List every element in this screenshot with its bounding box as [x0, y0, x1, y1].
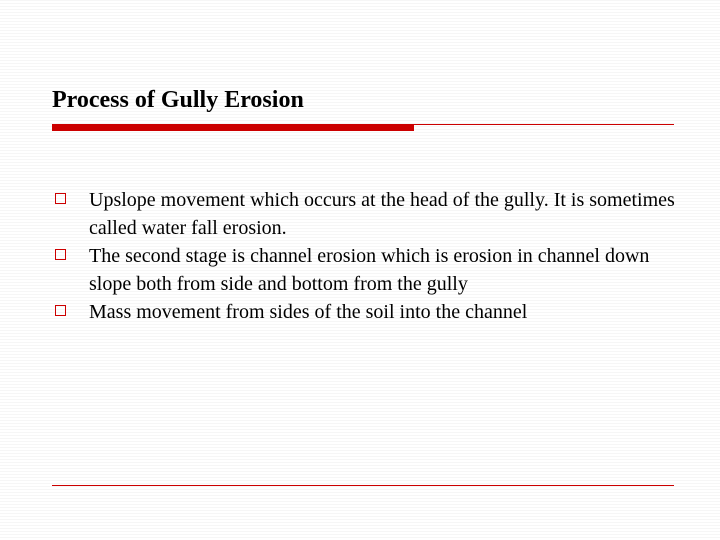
bullet-text: Upslope movement which occurs at the head of the gully. It is sometimes called water fall erosion.: [89, 189, 675, 239]
bullet-item: [52, 186, 678, 242]
title-underline-thin: [414, 124, 674, 125]
square-bullet-icon: [55, 193, 66, 204]
bullet-list: [52, 186, 678, 326]
square-bullet-icon: [55, 305, 66, 316]
bullet-item: [52, 242, 678, 298]
bullet-item: [52, 298, 678, 326]
bullet-text: The second stage is channel erosion which is erosion in channel down slope both from side and bottom from the gully: [89, 245, 650, 295]
bullet-text: Mass movement from sides of the soil into the channel: [89, 301, 528, 323]
square-bullet-icon: [55, 249, 66, 260]
slide-title: Process of Gully Erosion: [52, 87, 304, 113]
footer-divider: [52, 485, 674, 486]
title-underline-thick: [52, 124, 414, 131]
